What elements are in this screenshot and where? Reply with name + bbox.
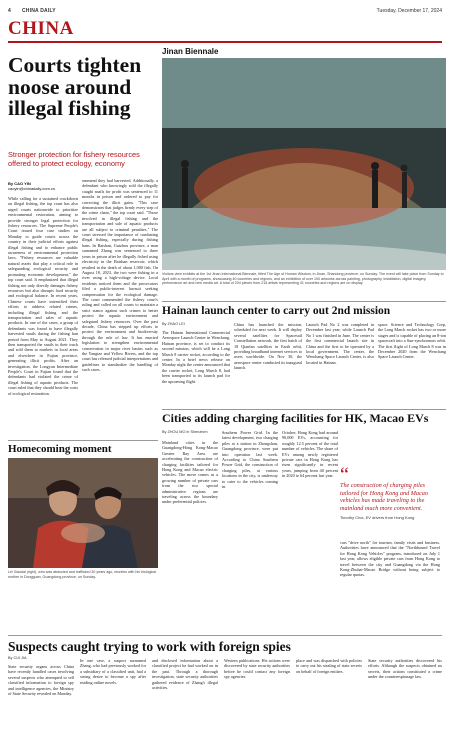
homecoming-caption: Lei Xiaodai (right), who was abducted and trafficked 30 years ago, reunites with his biological mother in Dongguan, Guangdong province, on Sunday. (8, 570, 156, 579)
lead-deck: Stronger protection for fishery resources offered to protect ecology, economy (8, 150, 140, 168)
suspects-column-5: place and was dispatched with policies to carry out his stealing of state secrets on behalf of foreign entities. (296, 658, 362, 674)
divider (162, 301, 446, 302)
issue-date: Tuesday, December 17, 2024 (376, 8, 442, 14)
page-number: 4 (8, 8, 11, 14)
quote-text: The construction of charging piles tailored for Hong Kong and Macao vehicles has made traveling to the mainland much more convenient. (340, 482, 428, 512)
byline-name: By CAO YIN (8, 181, 31, 186)
suspects-headline: Suspects caught trying to work with foreign spies (8, 639, 291, 654)
lead-byline (8, 181, 55, 191)
jinan-label: Jinan Biennale (162, 47, 219, 56)
hainan-column-4: space. Science and Technology Corp, the Long March rocket has two or more stages and is capable of placing an 8-ton spacecraft into a Sun-synchronous orbit. The first flight of Long March 8 was in December 2020 from the Wenchang Space Launch Center. (378, 322, 446, 360)
suspects-column-2: In one case, a suspect surnamed Zhang, who had previously worked for a subsidiary of a classified unit, had a strong desire to become a spy after reading online novels. (80, 658, 146, 685)
cities-headline: Cities adding charging facilities for HK, Macao EVs (162, 411, 429, 425)
pull-quote (340, 464, 440, 521)
suspects-column-6: State security authorities discovered his efforts. Although the suspects obtained no secrets, their actions constituted a crime under the counterespionage law. (368, 658, 442, 680)
suspects-column-4: Western publications. His actions were discovered by state security authorities before he could contact any foreign spy agencies. (224, 658, 290, 680)
hainan-column-3: Launch Pad No 2 was completed in December last year, while Launch Pad No 1 was finished in June. The center is the first commercial launch site in China and the first to be operated by a local government. The center, the Wenchang Space Launch Center, is also located in Hainan. (306, 322, 374, 365)
divider (8, 635, 442, 636)
hainan-column-1: The Hainan International Commercial Aerospace Launch Center in Wenchang, Hainan province, is set to conduct its second mission, which will be a Long March 8 carrier rocket, according to the center. In a brief news release on Monday night the center announced that the carrier rocket, Long March 8, had been transported to its launch pad for the upcoming flight. (162, 330, 230, 384)
lead-headline: Courts tighten noose around illegal fishing (8, 53, 142, 120)
cities-byline: By ZHOU MO in Shenzhen (162, 430, 208, 434)
biennale-photo (162, 58, 446, 270)
hainan-headline: Hainan launch center to carry out 2nd mission (162, 305, 391, 317)
suspects-column-1: State security organs across China have recently handled cases involving several suspects who attempted to sell classified information to foreign spy and intelligence agencies, the Ministry of State Security revealed on Monday. (8, 664, 74, 697)
top-bar (8, 6, 442, 16)
cities-column-3: October, Hong Kong had around 90,000 EVs, accounting for roughly 12.5 percent of the total number of vehicles. The share of EVs among newly registered private cars in Hong Kong has risen significantly in recent years, jumping from 40 percent in 2020 to 64 percent last year. (282, 430, 338, 479)
section-title: CHINA (8, 18, 74, 39)
lead-column-2: ommend they had harvested. Additionally, a defendant who knowingly sold the illegally caught snails for profit was sentenced to 11 months in prison and ordered to pay for correcting the illicit gains. "This case demonstrates that judges firmly every step of the crime chain," the top court said. "Those involved in illegal fishing and the transportation and sale of aquatic products are all subject to criminal penalties." The court stressed the importance of combating illegal fishing, especially during fishing bans. In Baishan, Guizhou province, a man surnamed Zhang was sentenced to three years in prison after he illegally fished using electricity in the Baishan reservoir, which resulted in the death of about 1,000 fish. On August 18, 2023, the two were fishing in a river using a high-voltage device. Local residents noticed them and the prosecutors filed a public-interest lawsuit seeking compensation for the ecological damage. The court commended the fishery court's ruling and called on all courts to maintain a strict stance against such crimes to better protect the aquatic environment and safeguard fishery resources. Over the past decade, China has stepped up efforts to protect the environment and biodiversity through the rule of law. It has enacted legislation to strengthen environmental conservation in major river basins such as the Yangtze and Yellow Rivers, and the top court has released judicial interpretations and guidelines to standardize the handling of such cases. (82, 178, 158, 373)
divider (8, 440, 158, 441)
quote-attribution: Timothy Choi, EV drivers from Hong Kong (340, 515, 415, 521)
hainan-column-2: China has launched the mission, scheduled for next week. It will deploy several satellites for Spacesail Constellation network, the first batch of 18 Qianfan satellites in Earth orbit, providing broadband internet services to users worldwide. On Nov 30, the aerospace center conducted its inaugural launch. (234, 322, 302, 371)
section-rule (8, 41, 442, 43)
suspects-byline: By CUI JIA (8, 656, 27, 660)
lead-column-1: While calling for a sustained crackdown on illegal fishing, the top court has also urged courts nationwide to prioritize environmental restoration, aiming to provide stronger legal protection for fishery resources. The Supreme People's Court issued four case studies on Monday to guide courts across the country in their judicial efforts against illegal fishing and to enhance public awareness of environmental protection laws. "Fishery resources are valuable natural assets that play a critical role in safeguarding ecological security and promoting economic development," the top court said. It emphasized that illegal fishing not only directly damages fishery resources but also disrupts food security and ecological balance. In recent years, Chinese courts have intensified their efforts to address related crimes, including illegal fishing and the transportation and sales of aquatic products. In one of the cases, a group of defendants was found to have illegally harvested snails during the fishing ban period from May to August 2021. They then transported the snails in their truck and sold them to markets in local areas and elsewhere in Fujian province, generating illicit profits. After an investigation, the Longyan Intermediate People's Court in Fujian found that the defendants had violated the crime of illegal fishing of aquatic products. The court ruled that they should bear the costs of ecological restoration. (8, 196, 78, 396)
cities-column-4: cars "drive north" for tourism, family visits and business. Authorities have announced that the "Northbound Travel for Hong Kong Vehicles" program, introduced on July 1 last year, allows eligible private cars from Hong Kong to travel between the city and Guangdong via the Hong Kong-Zhuhai-Macao Bridge without being subject to regular quotas. (340, 540, 440, 578)
cities-column-2: Southern Power Grid. In the latest development, two charging piles at a station in Zhongshan, Guangdong province, were put into operation last week. According to China Southern Power Grid, the construction of charging piles, at various locations in the city, is underway to cater to the vehicles coming in. (222, 430, 278, 490)
byline-email: caoyin@chinadaily.com.cn (8, 186, 56, 191)
hainan-byline: By ZHAO LEI (162, 322, 185, 326)
suspects-column-3: and disclosed information about a classified project he had worked on in the past. Through a thorough investigation, state security authorities gathered evidence of Zhang's illegal activities. (152, 658, 218, 691)
cities-column-1: Mainland cities in the Guangdong-Hong Kong-Macao Greater Bay Area are accelerating the construction of charging facilities tailored for Hong Kong and Macao electric vehicles. The move comes as a growing number of private cars from the two special administrative regions are traveling across the boundary under preferential policies. (162, 440, 218, 505)
homecoming-photo (8, 458, 158, 568)
biennale-caption: Visitors view exhibits at the 1st Jinan International Biennale, titled The Age of Human Wisdom, in Jinan, Shandong province, on Sunday. The event will take place from Sunday to April with a month of programs, showcasing 40 countries and regions, and an exhibition of over 100 artworks across painting, photography, installation, digital imagery, performance art and new media art. A total of 204 pieces from 215 artists representing 41 countries and regions are on display. (162, 272, 444, 286)
divider (162, 409, 446, 410)
paper-name: CHINA DAILY (22, 8, 56, 14)
quote-mark-icon: “ (340, 464, 349, 486)
homecoming-headline: Homecoming moment (8, 443, 112, 455)
